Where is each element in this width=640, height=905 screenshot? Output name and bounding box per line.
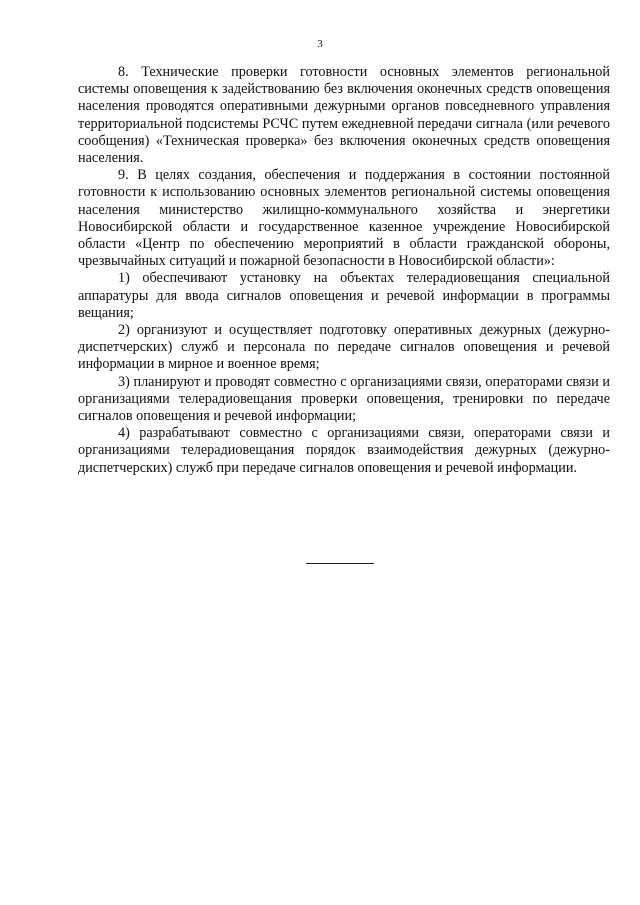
document-body	[78, 64, 610, 477]
page-number: 3	[317, 38, 323, 50]
end-of-text-divider	[306, 563, 374, 564]
paragraph-8-technical-checks: 8. Технические проверки готовности основных элементов региональной системы оповещения к задействованию без включения оконечных средств оповещения населения проводятся оперативными дежурными органов повседневного управления территориальной подсистемы РСЧС путем ежедневной передачи сигнала (или речевого сообщения) «Техническая проверка» без включения оконечных средств оповещения населения.	[78, 64, 610, 167]
list-item-4-interaction-procedure: 4) разрабатывают совместно с организациями связи, операторами связи и организациями телерадиовещания порядок взаимодействия дежурных (дежурно-диспетчерских) служб при передаче сигналов оповещения и речевой информации.	[78, 425, 610, 476]
paragraph-9-readiness: 9. В целях создания, обеспечения и поддержания в состоянии постоянной готовности к использованию основных элементов региональной системы оповещения населения министерство жилищно-коммунального хозяйства и энергетики Новосибирской области и государственное казенное учреждение Новосибирской области «Центр по обеспечению мероприятий в области гражданской обороны, чрезвычайных ситуаций и пожарной безопасности в Новосибирской области»:	[78, 167, 610, 270]
list-item-2-staff-training: 2) организуют и осуществляет подготовку оперативных дежурных (дежурно-диспетчерских) служб и персонала по передаче сигналов оповещения и речевой информации в мирное и военное время;	[78, 322, 610, 373]
list-item-3-alert-checks: 3) планируют и проводят совместно с организациями связи, операторами связи и организациями телерадиовещания проверки оповещения, тренировки по передаче сигналов оповещения и речевой информации;	[78, 373, 610, 425]
list-item-1-equipment-installation: 1) обеспечивают установку на объектах телерадиовещания специальной аппаратуры для ввода сигналов оповещения и речевой информации в программы вещания;	[78, 270, 610, 321]
